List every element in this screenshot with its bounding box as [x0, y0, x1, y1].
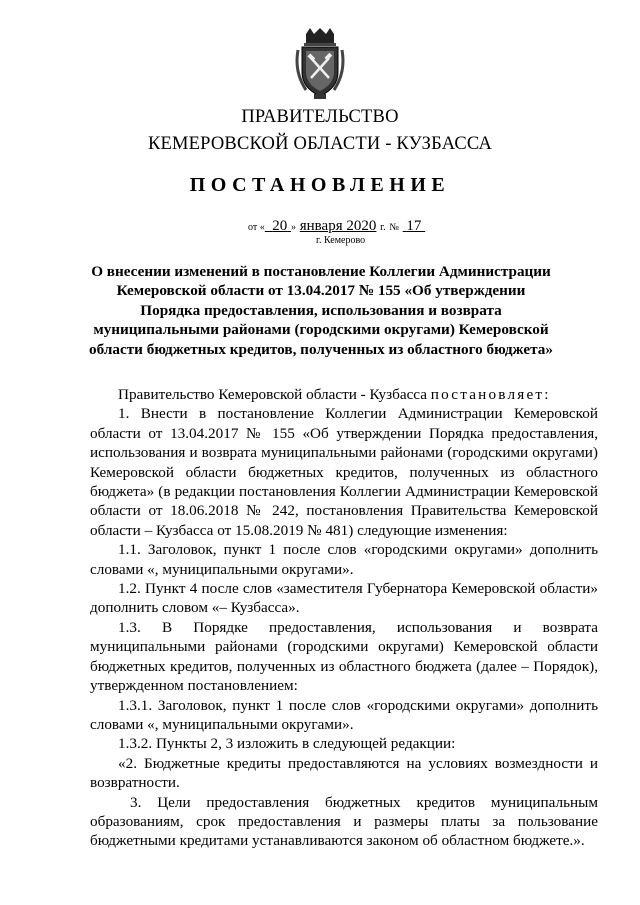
document-body: [90, 385, 598, 851]
quoted-paragraph-2: «2. Бюджетные кредиты предоставляются на условиях возмездности и возвратности.: [90, 754, 598, 792]
paragraph-1-3: 1.3. В Порядке предоставления, использования и возврата муниципальными районами (городскими округами) Кемеровской области бюджетных кредитов, полученных из областного бюджета (далее – Порядок), утвержденном постановлением:: [90, 618, 598, 695]
government-name-line2: КЕМЕРОВСКОЙ ОБЛАСТИ - КУЗБАССА: [147, 134, 493, 154]
paragraph-1: 1. Внести в постановление Коллегии Администрации Кемеровской области от 13.04.2017 № 155 «Об утверждении Порядка предоставления, использования и возврата муниципальными районами (городскими округами) Кемеровской области бюджетных кредитов, полученных из областного бюджета» (в редакции постановления Коллегии Администрации Кемеровской области от 18.06.2018 № 242, постановления Правительства Кемеровской области – Кузбасса от 15.08.2019 № 481) следующие изменения:: [90, 405, 598, 539]
government-name-line1: ПРАВИТЕЛЬСТВО: [241, 107, 399, 127]
document-type-title: ПОСТАНОВЛЕНИЕ: [189, 174, 451, 196]
date-year-suffix: г.: [380, 222, 386, 233]
paragraph-1-3-1: 1.3.1. Заголовок, пункт 1 после слов «городскими округами» дополнить словами «, муниципальными округами».: [90, 696, 598, 733]
document-subject: О внесении изменений в постановление Коллегии Администрации Кемеровской области от 13.04.2017 № 155 «Об утверждении Порядка предоставления, использования и возврата муниципальными районами (городскими округами) Кемеровской области бюджетных кредитов, полученных из областного бюджета»: [89, 263, 553, 358]
date-number-line: [248, 218, 425, 235]
date-day: 20: [272, 218, 288, 234]
intro-paragraph: Правительство Кемеровской области - Кузбасса постановляет:: [118, 386, 551, 403]
document-number: 17: [406, 218, 422, 234]
paragraph-1-3-2: 1.3.2. Пункты 2, 3 изложить в следующей редакции:: [118, 735, 456, 753]
number-sign: №: [389, 222, 399, 233]
coat-of-arms-emblem: [292, 28, 348, 100]
date-mid: »: [291, 222, 296, 233]
decree-word: постановляет:: [430, 386, 551, 403]
paragraph-1-2: 1.2. Пункт 4 после слов «заместителя Губернатора Кемеровской области» дополнить словом «– Кузбасса».: [90, 580, 598, 617]
city-label: г. Кемерово: [316, 235, 366, 246]
date-month-year: января 2020: [299, 218, 377, 234]
date-prefix: от «: [248, 222, 265, 233]
quoted-paragraph-3: 3. Цели предоставления бюджетных кредитов муниципальным образованиям, срок предоставления и размеры платы за пользование бюджетными кредитами устанавливаются законом об областном бюджете.».: [90, 793, 598, 850]
paragraph-1-1: 1.1. Заголовок, пункт 1 после слов «городскими округами» дополнить словами «, муниципальными округами».: [90, 541, 598, 578]
